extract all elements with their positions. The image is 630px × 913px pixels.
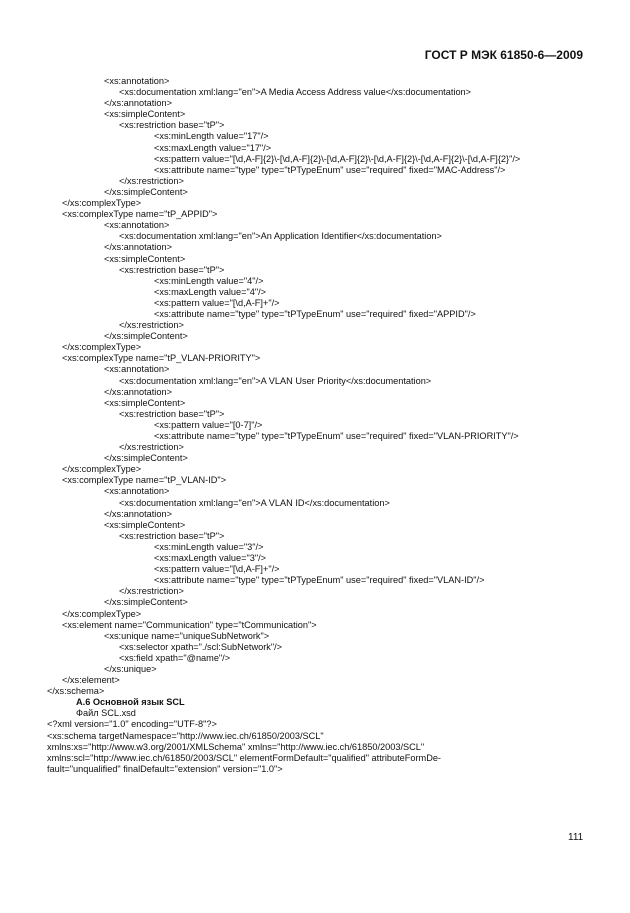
code-line: </xs:restriction>	[119, 175, 184, 186]
code-line: <xs:documentation xml:lang="en">A VLAN User Priority</xs:documentation>	[119, 375, 432, 386]
standard-header: ГОСТ Р МЭК 61850-6—2009	[424, 48, 583, 62]
code-line: </xs:annotation>	[104, 242, 172, 253]
code-line: </xs:simpleContent>	[104, 186, 188, 197]
code-line: </xs:annotation>	[104, 98, 172, 109]
code-line: <?xml version="1.0" encoding="UTF-8"?>	[47, 719, 217, 730]
code-line: fault="unqualified" finalDefault="extension" version="1.0">	[47, 763, 283, 774]
code-line: </xs:complexType>	[62, 464, 142, 475]
code-line: <xs:annotation>	[104, 76, 170, 86]
code-line: </xs:element>	[62, 675, 120, 686]
code-line: </xs:complexType>	[62, 608, 142, 619]
code-line: </xs:simpleContent>	[104, 331, 188, 342]
code-line: </xs:complexType>	[62, 198, 142, 209]
code-line: <xs:annotation>	[104, 364, 170, 375]
code-line: <xs:attribute name="type" type="tPTypeEnum" use="required" fixed="APPID"/>	[154, 308, 476, 319]
code-line: <xs:unique name="uniqueSubNetwork">	[104, 630, 270, 641]
code-line: <xs:pattern value="[\d,A-F]+"/>	[154, 297, 280, 308]
code-line: <xs:attribute name="type" type="tPTypeEnum" use="required" fixed="VLAN-PRIORITY"/>	[154, 431, 519, 441]
code-line: <xs:documentation xml:lang="en">A Media Access Address value</xs:documentation>	[119, 87, 472, 98]
code-line: <xs:selector xpath="./scl:SubNetwork"/>	[119, 641, 283, 652]
code-line: <xs:minLength value="17"/>	[154, 131, 269, 142]
code-line: <xs:attribute name="type" type="tPTypeEnum" use="required" fixed="VLAN-ID"/>	[154, 575, 485, 586]
code-line: </xs:restriction>	[119, 320, 184, 331]
code-line: </xs:annotation>	[104, 508, 172, 519]
code-line: <xs:restriction base="tP">	[119, 530, 225, 541]
code-line: <xs:simpleContent>	[104, 397, 186, 408]
code-line: <xs:annotation>	[104, 220, 170, 231]
code-line: <xs:schema targetNamespace="http://www.iec.ch/61850/2003/SCL"	[47, 730, 324, 741]
file-name-line: Файл SCL.xsd	[76, 708, 136, 719]
code-line: <xs:restriction base="tP">	[119, 120, 225, 131]
code-line: <xs:minLength value="4"/>	[154, 275, 264, 286]
code-line: </xs:simpleContent>	[104, 597, 188, 608]
code-line: <xs:attribute name="type" type="tPTypeEnum" use="required" fixed="MAC-Address"/>	[154, 164, 506, 175]
code-line: <xs:simpleContent>	[104, 519, 186, 530]
code-line: <xs:restriction base="tP">	[119, 264, 225, 275]
code-line: <xs:documentation xml:lang="en">An Application Identifier</xs:documentation>	[119, 231, 442, 242]
page-number: 111	[568, 832, 584, 843]
code-line: </xs:restriction>	[119, 586, 184, 597]
code-line: xmlns:scl="http://www.iec.ch/61850/2003/SCL" elementFormDefault="qualified" attributeFormDe-	[47, 752, 441, 763]
section-heading: А.6 Основной язык SCL	[76, 697, 185, 708]
code-line: </xs:restriction>	[119, 442, 184, 453]
code-line: <xs:pattern value="[0-7]"/>	[154, 419, 263, 430]
code-line: </xs:simpleContent>	[104, 453, 188, 464]
code-line: <xs:restriction base="tP">	[119, 408, 225, 419]
code-line: </xs:annotation>	[104, 386, 172, 397]
code-line: <xs:maxLength value="17"/>	[154, 142, 272, 153]
code-line: <xs:complexType name="tP_VLAN-ID">	[62, 475, 227, 486]
code-line: <xs:pattern value="[\d,A-F]{2}\-[\d,A-F]{2}\-[\d,A-F]{2}\-[\d,A-F]{2}\-[\d,A-F]{2}\-[\d,A-F]{2}"/>	[154, 153, 521, 164]
code-line: </xs:complexType>	[62, 342, 142, 353]
code-line: <xs:maxLength value="4"/>	[154, 286, 266, 297]
code-line: <xs:pattern value="[\d,A-F]+"/>	[154, 564, 280, 575]
code-line: <xs:minLength value="3"/>	[154, 541, 264, 552]
code-line: <xs:simpleContent>	[104, 109, 186, 120]
xsd-code-listing	[0, 76, 630, 775]
code-line: </xs:schema>	[47, 686, 105, 697]
code-line: <xs:documentation xml:lang="en">A VLAN ID</xs:documentation>	[119, 497, 390, 508]
code-line: <xs:element name="Communication" type="tCommunication">	[62, 619, 317, 630]
code-line: <xs:field xpath="@name"/>	[119, 652, 231, 663]
code-line: <xs:complexType name="tP_VLAN-PRIORITY">	[62, 353, 261, 364]
code-line: <xs:simpleContent>	[104, 253, 186, 264]
code-line: <xs:maxLength value="3"/>	[154, 553, 266, 564]
code-line: <xs:annotation>	[104, 486, 170, 497]
code-line: <xs:complexType name="tP_APPID">	[62, 209, 218, 220]
code-line: </xs:unique>	[104, 663, 157, 674]
code-line: xmlns:xs="http://www.w3.org/2001/XMLSchema" xmlns="http://www.iec.ch/61850/2003/SCL"	[47, 741, 425, 752]
